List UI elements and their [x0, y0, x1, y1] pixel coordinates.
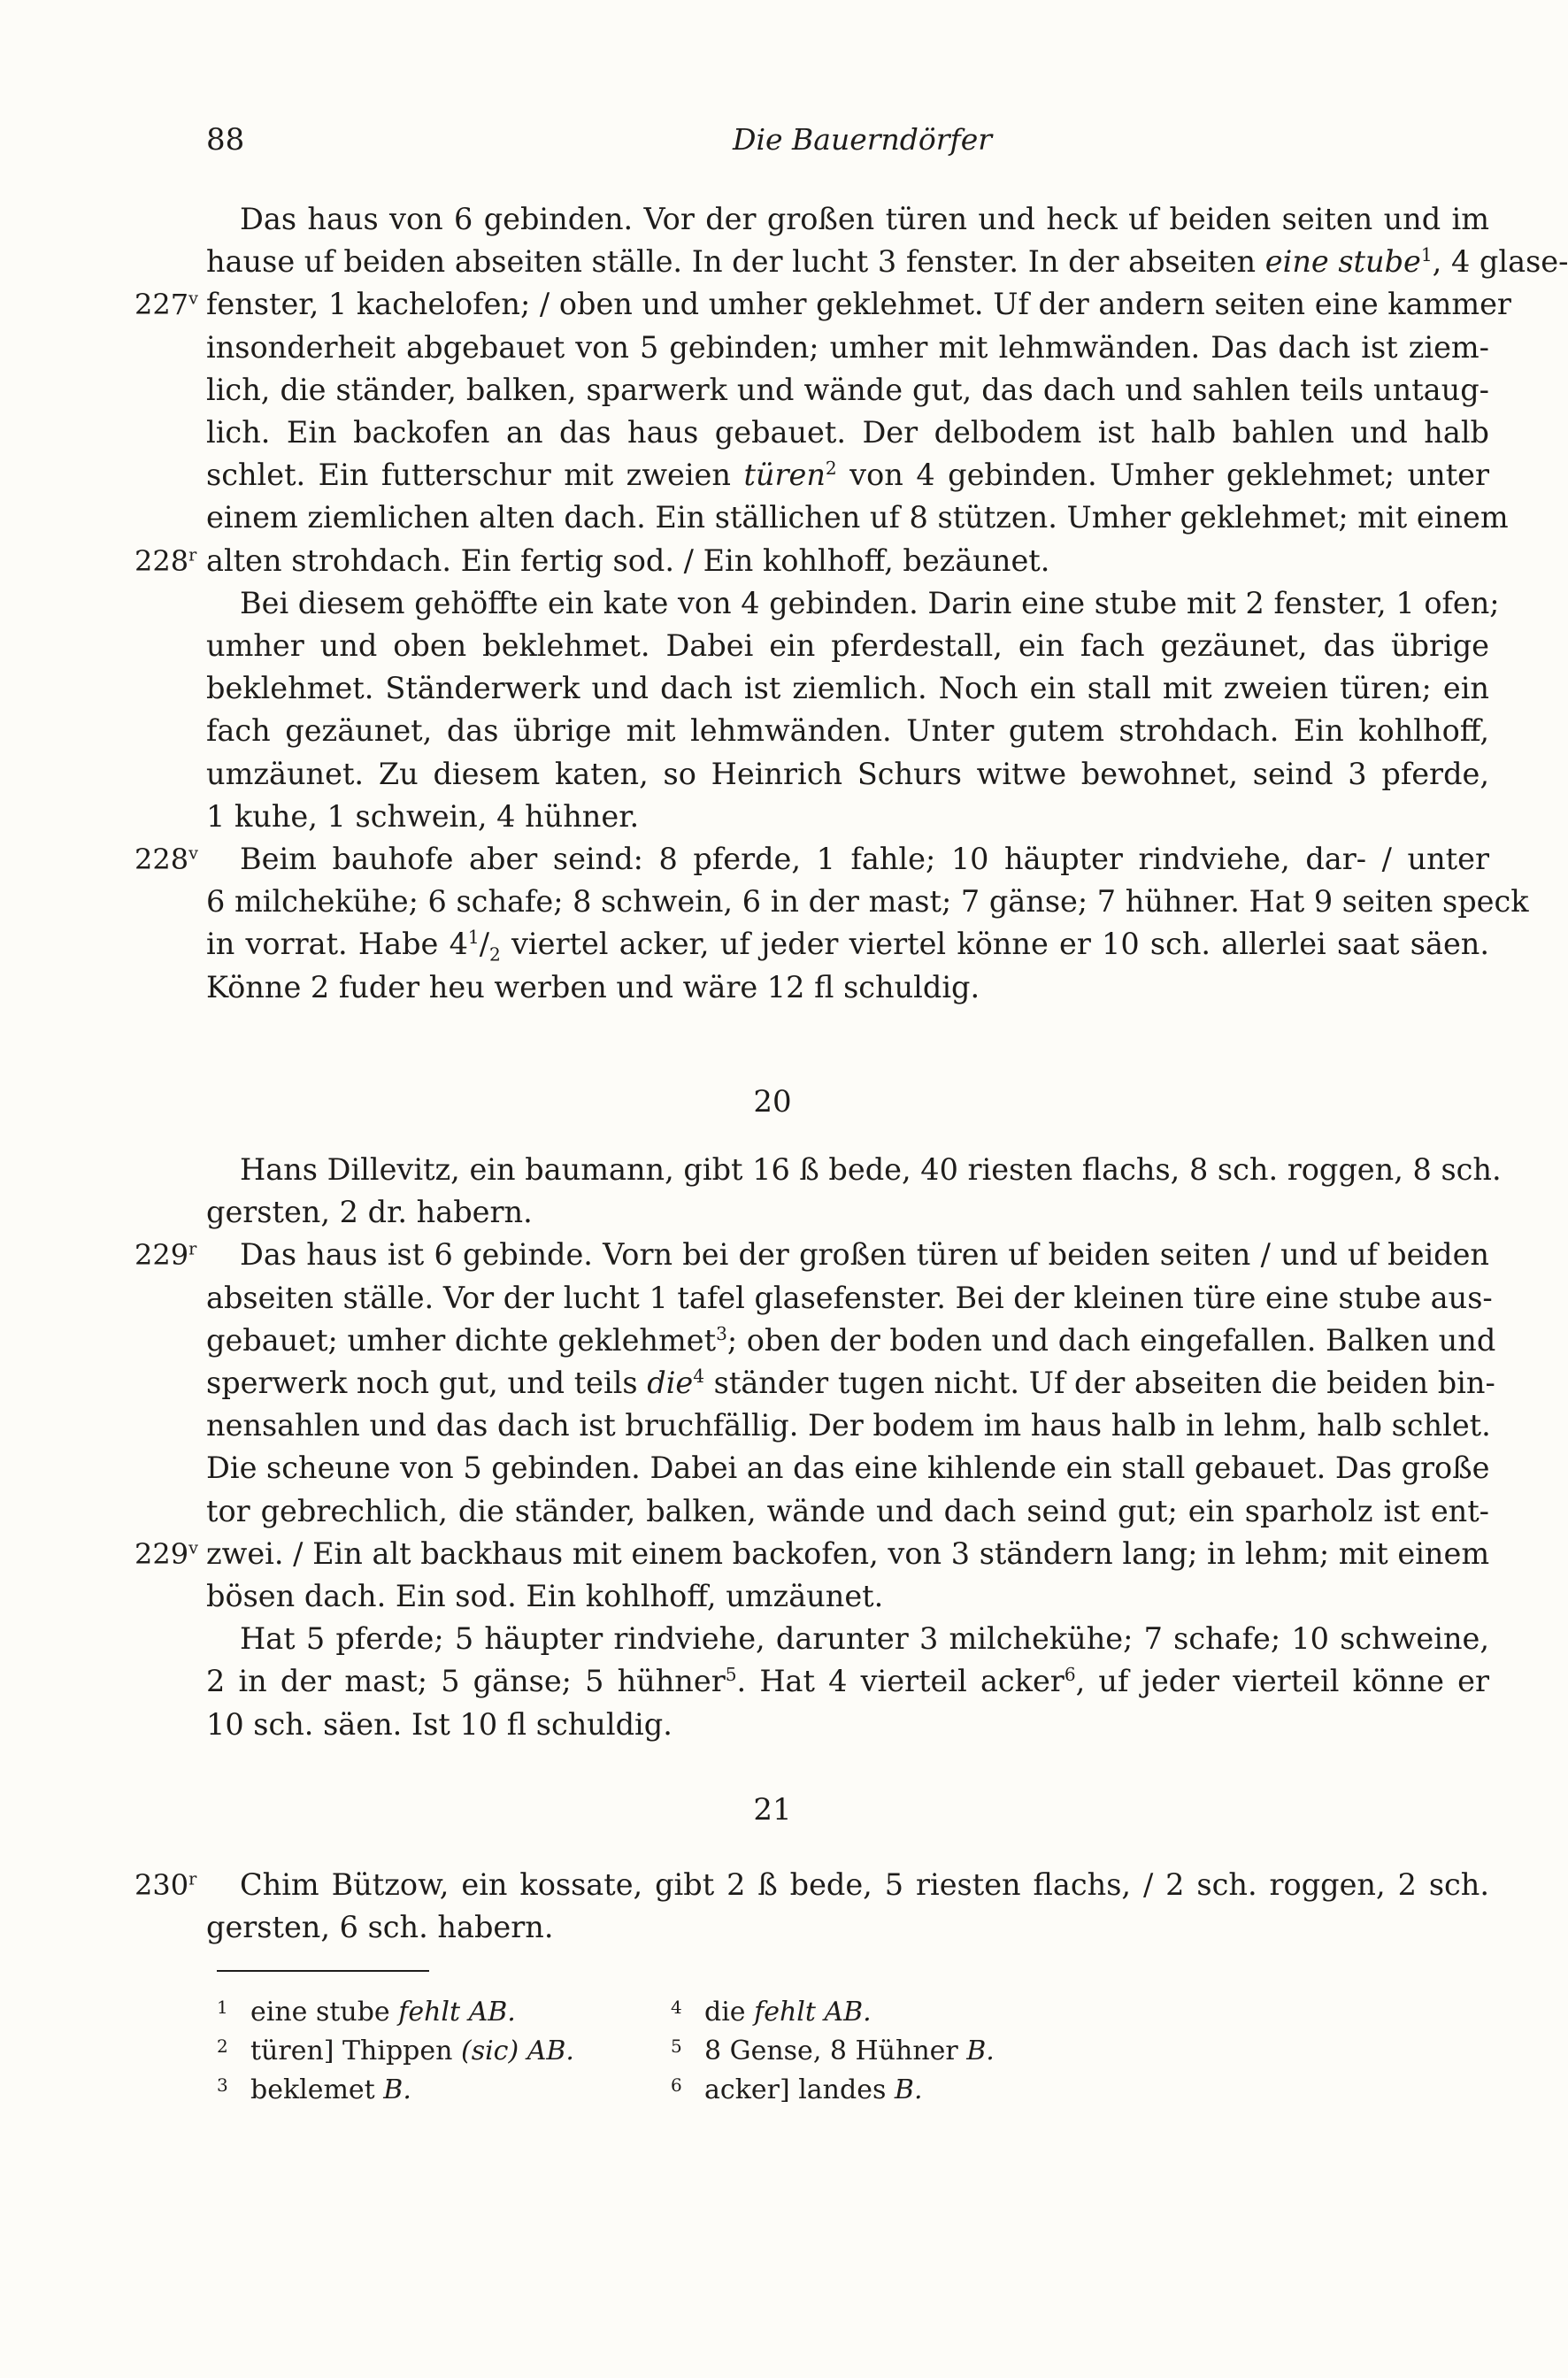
text-line: 2 in der mast; 5 gänse; 5 hühner$^5$. Hat 4 vierteil acker$^6$, uf jeder vierteil könne er	[206, 1663, 1489, 1698]
footnote-mark: 5	[671, 2036, 682, 2057]
text-line: Das haus ist 6 gebinde. Vorn bei der großen türen uf beiden seiten / und uf beiden	[240, 1237, 1489, 1272]
text-line: umzäunet. Zu diesem katen, so Heinrich Schurs witwe bewohnet, seind 3 pferde,	[206, 757, 1489, 791]
text-line: lich. Ein backofen an das haus gebauet. Der delbodem ist halb bahlen und halb	[206, 415, 1489, 450]
text-line: gebauet; umher dichte geklehmet$^3$; oben der boden und dach eingefallen. Balken und	[206, 1322, 1496, 1358]
text-line: nensahlen und das dach ist bruchfällig. Der bodem im haus halb in lehm, halb schlet.	[206, 1408, 1491, 1443]
text-line: umher und oben beklehmet. Dabei ein pferdestall, ein fach gezäunet, das übrige	[206, 628, 1489, 663]
running-head: Die Bauerndörfer	[733, 122, 993, 157]
footnote-mark: 4	[671, 1997, 682, 2018]
footnote-mark: 6	[671, 2074, 682, 2096]
footnote: 4 die fehlt AB.	[671, 1989, 872, 2030]
text-line: 1 kuhe, 1 schwein, 4 hühner.	[206, 799, 640, 834]
text-line: Die scheune von 5 gebinden. Dabei an das eine kihlende ein stall gebauet. Das große	[206, 1451, 1490, 1485]
text-line: in vorrat. Habe $4^1/_2$ viertel acker, uf jeder viertel könne er 10 sch. allerlei saat säen.	[206, 926, 1489, 966]
page-number: 88	[206, 122, 245, 158]
text-line: beklehmet. Ständerwerk und dach ist ziemlich. Noch ein stall mit zweien türen; ein	[206, 671, 1489, 705]
text-line: sperwerk noch gut, und teils die$^4$ ständer tugen nicht. Uf der abseiten die beiden bin-	[206, 1365, 1495, 1400]
footnote: 6 acker] landes B.	[671, 2067, 923, 2108]
folio-reference: 230$^r$	[135, 1868, 197, 1902]
folio-reference: 229$^v$	[135, 1537, 198, 1571]
text-line: Das haus von 6 gebinden. Vor der großen türen und heck uf beiden seiten und im	[240, 202, 1489, 236]
folio-reference: 227$^v$	[135, 288, 198, 321]
text-line: Beim bauhofe aber seind: 8 pferde, 1 fahle; 10 häupter rindviehe, dar- / unter	[240, 842, 1489, 876]
folio-reference: 229$^r$	[135, 1238, 197, 1272]
text-line: Chim Bützow, ein kossate, gibt 2 ß bede, 5 riesten flachs, / 2 sch. roggen, 2 sch.	[240, 1867, 1489, 1902]
folio-reference: 228$^v$	[135, 843, 198, 876]
footnote: 3 beklemet B.	[217, 2067, 411, 2108]
footnote: 1 eine stube fehlt AB.	[217, 1989, 516, 2030]
footnote: 5 8 Gense, 8 Hühner B.	[671, 2028, 995, 2069]
text-line: fenster, 1 kachelofen; / oben und umher geklehmet. Uf der andern seiten eine kammer	[206, 287, 1511, 321]
text-line: gersten, 2 dr. habern.	[206, 1195, 533, 1229]
text-line: alten strohdach. Ein fertig sod. / Ein kohlhoff, bezäunet.	[206, 543, 1050, 578]
text-line: zwei. / Ein alt backhaus mit einem backofen, von 3 ständern lang; in lehm; mit einem	[206, 1536, 1490, 1571]
footnote-rule	[217, 1970, 429, 1972]
footnote-mark: 1	[217, 1997, 228, 2018]
text-line: 10 sch. säen. Ist 10 fl schuldig.	[206, 1707, 673, 1742]
footnote-mark: 2	[217, 2036, 228, 2057]
text-line: einem ziemlichen alten dach. Ein ställichen uf 8 stützen. Umher geklehmet; mit einem	[206, 500, 1509, 535]
text-line: bösen dach. Ein sod. Ein kohlhoff, umzäunet.	[206, 1579, 884, 1613]
section-number-20: 20	[753, 1084, 792, 1120]
text-line: lich, die ständer, balken, sparwerk und wände gut, das dach und sahlen teils untaug-	[206, 373, 1489, 407]
folio-reference: 228$^r$	[135, 544, 197, 578]
text-line: insonderheit abgebauet von 5 gebinden; umher mit lehmwänden. Das dach ist ziem-	[206, 330, 1489, 365]
text-line: tor gebrechlich, die ständer, balken, wände und dach seind gut; ein sparholz ist ent-	[206, 1494, 1489, 1528]
text-line: schlet. Ein futterschur mit zweien türen$^2$ von 4 gebinden. Umher geklehmet; unter	[206, 457, 1489, 492]
text-line: gersten, 6 sch. habern.	[206, 1910, 554, 1944]
text-line: 6 milchekühe; 6 schafe; 8 schwein, 6 in der mast; 7 gänse; 7 hühner. Hat 9 seiten speck	[206, 884, 1529, 919]
text-line: hause uf beiden abseiten ställe. In der lucht 3 fenster. In der abseiten eine stube$^1$, 4 glase-	[206, 243, 1568, 279]
footnote: 2 türen] Thippen (sic) AB.	[217, 2028, 574, 2069]
section-number-21: 21	[753, 1792, 792, 1828]
text-line: abseiten ställe. Vor der lucht 1 tafel glasefenster. Bei der kleinen türe eine stube aus-	[206, 1281, 1493, 1315]
text-line: Bei diesem gehöffte ein kate von 4 gebinden. Darin eine stube mit 2 fenster, 1 ofen;	[240, 586, 1500, 620]
text-line: fach gezäunet, das übrige mit lehmwänden. Unter gutem strohdach. Ein kohlhoff,	[206, 713, 1489, 748]
text-line: Hat 5 pferde; 5 häupter rindviehe, darunter 3 milchekühe; 7 schafe; 10 schweine,	[240, 1621, 1489, 1656]
text-line: Hans Dillevitz, ein baumann, gibt 16 ß bede, 40 riesten flachs, 8 sch. roggen, 8 sch.	[240, 1152, 1502, 1187]
footnote-mark: 3	[217, 2074, 228, 2096]
text-line: Könne 2 fuder heu werben und wäre 12 fl schuldig.	[206, 970, 980, 1004]
